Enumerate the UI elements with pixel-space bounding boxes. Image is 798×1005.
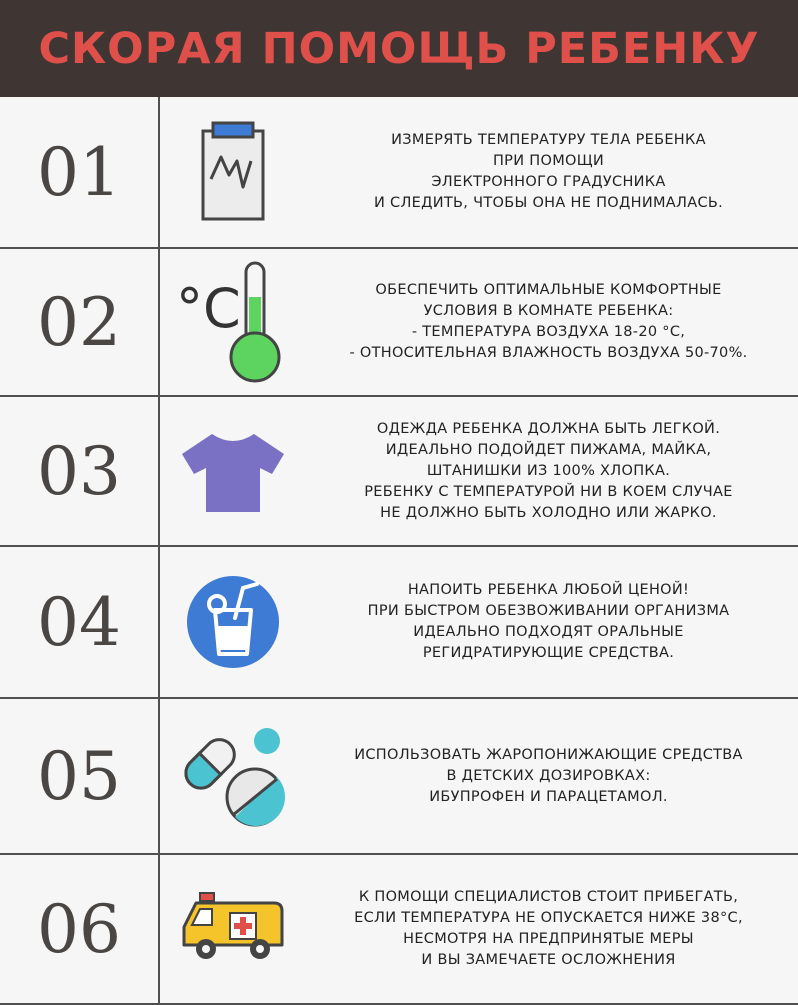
step-number: 01 [0,97,160,247]
steps-list [0,97,798,1005]
ambulance-icon [160,855,305,1003]
step-row-04 [0,547,798,699]
step-number: 03 [0,397,160,545]
step-text: НАПОИТЬ РЕБЕНКА ЛЮБОЙ ЦЕНОЙ! ПРИ БЫСТРОМ ОБЕЗВОЖИВАНИИ ОРГАНИЗМА ИДЕАЛЬНО ПОДХОДЯТ ОРАЛЬНЫЕ РЕГИДРАТИРУЮЩИЕ СРЕДСТВА. [367,582,730,661]
step-row-02 [0,249,798,397]
step-text: К ПОМОЩИ СПЕЦИАЛИСТОВ СТОИТ ПРИБЕГАТЬ, ЕСЛИ ТЕМПЕРАТУРА НЕ ОПУСКАЕТСЯ НИЖЕ 38°С, НЕСМОТРЯ НА ПРЕДПРИНЯТЫЕ МЕРЫ И ВЫ ЗАМЕЧАЕТЕ ОСЛОЖНЕНИЯ [354,889,743,968]
pills-icon [160,699,305,853]
drink-glass-icon [160,547,305,697]
step-text: ИЗМЕРЯТЬ ТЕМПЕРАТУРУ ТЕЛА РЕБЕНКА ПРИ ПОМОЩИ ЭЛЕКТРОННОГО ГРАДУСНИКА И СЛЕДИТЬ, ЧТОБЫ ОНА НЕ ПОДНИМАЛАСЬ. [373,132,724,211]
step-row-03 [0,397,798,547]
step-row-06 [0,855,798,1005]
tshirt-icon [160,397,305,545]
clipboard-chart-icon [160,97,305,247]
step-row-01 [0,97,798,249]
header [0,0,798,97]
step-text: ИСПОЛЬЗОВАТЬ ЖАРОПОНИЖАЮЩИЕ СРЕДСТВА В ДЕТСКИХ ДОЗИРОВКАХ: ИБУПРОФЕН И ПАРАЦЕТАМОЛ. [354,746,743,805]
celsius-label: °C [175,277,241,340]
thermometer-icon [160,249,305,395]
step-number: 02 [0,249,160,395]
step-number: 04 [0,547,160,697]
step-number: 06 [0,855,160,1003]
step-text: ОДЕЖДА РЕБЕНКА ДОЛЖНА БЫТЬ ЛЕГКОЙ. ИДЕАЛЬНО ПОДОЙДЕТ ПИЖАМА, МАЙКА, ШТАНИШКИ ИЗ 100% ХЛОПКА. РЕБЕНКУ С ТЕМПЕРАТУРОЙ НИ В КОЕМ СЛУЧАЕ НЕ ДОЛЖНО БЫТЬ ХОЛОДНО ИЛИ ЖАРКО. [364,420,733,521]
step-text: ОБЕСПЕЧИТЬ ОПТИМАЛЬНЫЕ КОМФОРТНЫЕ УСЛОВИЯ В КОМНАТЕ РЕБЕНКА: - ТЕМПЕРАТУРА ВОЗДУХА 18-20 °С, - ОТНОСИТЕЛЬНАЯ ВЛАЖНОСТЬ ВОЗДУХА 50-70%. [349,282,748,361]
step-number: 05 [0,699,160,853]
page-title: СКОРАЯ ПОМОЩЬ РЕБЕНКУ [38,23,760,74]
step-row-05 [0,699,798,855]
